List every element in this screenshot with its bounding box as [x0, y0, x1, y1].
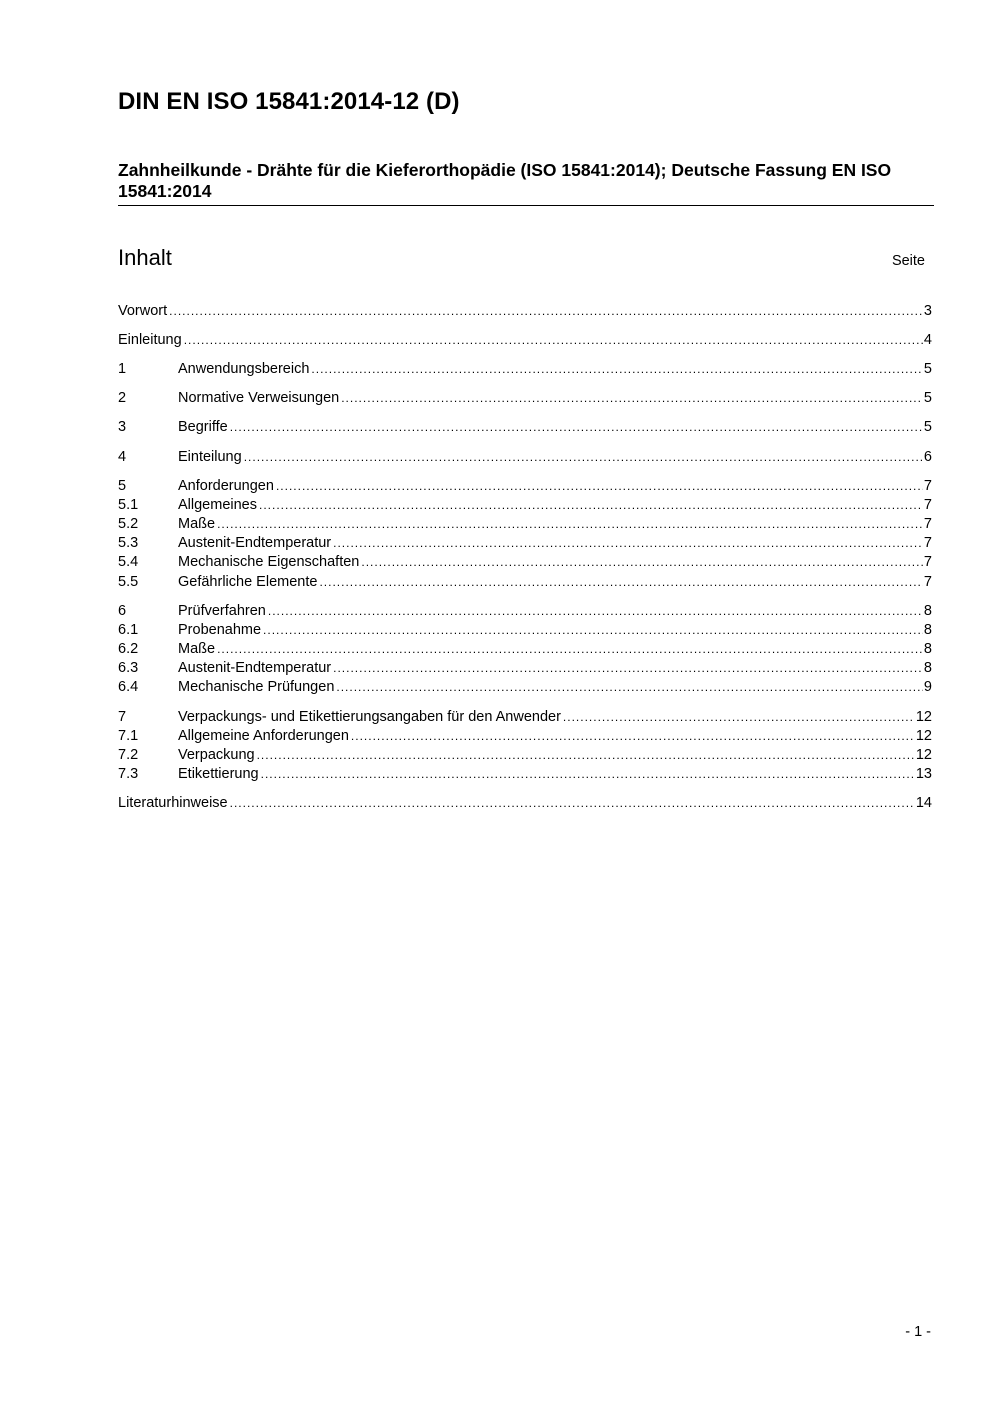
toc-entry-page: 8	[923, 622, 932, 638]
toc-entry-number: 1	[118, 361, 127, 377]
toc-entry-label: Anwendungsbereich	[178, 361, 310, 377]
toc-entry-number: 7.2	[118, 747, 139, 763]
toc-dot-leader	[276, 477, 923, 496]
toc-entry-label: Verpackung	[178, 747, 255, 763]
toc-entry-number: 6.4	[118, 679, 139, 695]
toc-entry-label: Prüfverfahren	[178, 603, 266, 619]
toc-entry-label: Verpackungs- und Etikettierungsangaben für den Anwender	[178, 709, 561, 725]
toc-entry-label: Maße	[178, 516, 216, 532]
toc-entry-page: 8	[923, 603, 932, 619]
toc-entry[interactable]	[118, 640, 932, 659]
toc-entry-page: 3	[923, 303, 932, 319]
toc-entry-label: Einteilung	[178, 449, 242, 465]
toc-entry[interactable]	[118, 515, 932, 534]
toc-entry[interactable]	[118, 573, 932, 592]
toc-entry-number: 4	[118, 449, 127, 465]
toc-dot-leader	[217, 640, 923, 659]
toc-entry-page: 6	[923, 449, 932, 465]
toc-entry-label: Austenit-Endtemperatur	[178, 660, 332, 676]
toc-dot-leader	[333, 534, 923, 553]
toc-entry-label: Mechanische Eigenschaften	[178, 554, 360, 570]
toc-entry[interactable]	[118, 477, 932, 496]
toc-entry[interactable]	[118, 389, 932, 408]
toc-entry-label: Normative Verweisungen	[178, 390, 340, 406]
toc-entry-page: 8	[923, 641, 932, 657]
toc-dot-leader	[263, 621, 923, 640]
toc-dot-leader	[257, 746, 915, 765]
toc-entry-number: 3	[118, 419, 127, 435]
toc-entry-number: 5.4	[118, 554, 139, 570]
toc-dot-leader	[169, 302, 923, 321]
toc-dot-leader	[244, 448, 923, 467]
toc-entry-page: 12	[915, 747, 932, 763]
toc-entry[interactable]	[118, 708, 932, 727]
toc-entry-page: 5	[923, 361, 932, 377]
toc-entry-page: 14	[915, 795, 932, 811]
toc-entry-label: Mechanische Prüfungen	[178, 679, 335, 695]
toc-entry-label: Etikettierung	[178, 766, 259, 782]
toc-entry-number: 5.3	[118, 535, 139, 551]
toc-entry-number: 7	[118, 709, 127, 725]
toc-entry-number: 2	[118, 390, 127, 406]
toc-dot-leader	[563, 708, 915, 727]
toc-entry-page: 7	[923, 497, 932, 513]
toc-entry-number: 7.3	[118, 766, 139, 782]
toc-entry[interactable]	[118, 331, 932, 350]
toc-dot-leader	[351, 727, 915, 746]
toc-entry[interactable]	[118, 602, 932, 621]
toc-entry-label: Allgemeine Anforderungen	[178, 728, 349, 744]
page-number: - 1 -	[905, 1324, 931, 1340]
toc-entry-page: 9	[923, 679, 932, 695]
toc-entry[interactable]	[118, 621, 932, 640]
toc-entry-label: Probenahme	[178, 622, 262, 638]
toc-entry-label: Literaturhinweise	[118, 795, 228, 811]
toc-entry-page: 13	[915, 766, 932, 782]
toc-entry[interactable]	[118, 534, 932, 553]
toc-entry-page: 7	[923, 574, 932, 590]
toc-entry-page: 5	[923, 390, 932, 406]
toc-entry-page: 12	[915, 709, 932, 725]
toc-entry-number: 5.1	[118, 497, 139, 513]
toc-entry[interactable]	[118, 765, 932, 784]
toc-entry[interactable]	[118, 302, 932, 321]
toc-entry-number: 5	[118, 478, 127, 494]
toc-dot-leader	[261, 765, 915, 784]
toc-entry[interactable]	[118, 678, 932, 697]
toc-entry[interactable]	[118, 418, 932, 437]
toc-entry-page: 4	[923, 332, 932, 348]
toc-entry-label: Einleitung	[118, 332, 182, 348]
toc-dot-leader	[336, 678, 923, 697]
toc-entry-label: Gefährliche Elemente	[178, 574, 318, 590]
toc-entry-label: Allgemeines	[178, 497, 257, 513]
toc-dot-leader	[217, 515, 923, 534]
toc-entry[interactable]	[118, 448, 932, 467]
toc-dot-leader	[361, 553, 923, 572]
toc-entry-label: Austenit-Endtemperatur	[178, 535, 332, 551]
toc-entry-page: 7	[923, 516, 932, 532]
toc-entry-page: 7	[923, 478, 932, 494]
toc-dot-leader	[319, 573, 922, 592]
toc-entry-label: Begriffe	[178, 419, 228, 435]
toc-entry-number: 6.3	[118, 660, 139, 676]
toc-entry[interactable]	[118, 746, 932, 765]
toc-page-column-label: Seite	[891, 253, 925, 269]
toc-dot-leader	[259, 496, 923, 515]
toc-dot-leader	[230, 794, 915, 813]
toc-entry-label: Maße	[178, 641, 216, 657]
document-title: Zahnheilkunde - Drähte für die Kieferorthopädie (ISO 15841:2014); Deutsche Fassung EN ISO 15841:2014	[118, 160, 892, 201]
toc-entry[interactable]	[118, 360, 932, 379]
toc-entry[interactable]	[118, 794, 932, 813]
toc-entry-label: Anforderungen	[178, 478, 274, 494]
toc-entry-number: 5.5	[118, 574, 139, 590]
toc-entry-page: 12	[915, 728, 932, 744]
toc-dot-leader	[341, 389, 923, 408]
toc-entry-page: 7	[923, 554, 932, 570]
toc-entry[interactable]	[118, 496, 932, 515]
toc-entry[interactable]	[118, 727, 932, 746]
toc-heading: Inhalt	[118, 245, 172, 270]
title-rule	[118, 205, 934, 206]
toc-entry-page: 8	[923, 660, 932, 676]
toc-entry-number: 5.2	[118, 516, 139, 532]
toc-entry-page: 5	[923, 419, 932, 435]
document-id: DIN EN ISO 15841:2014-12 (D)	[118, 88, 460, 115]
toc-entry-number: 6.2	[118, 641, 139, 657]
toc-dot-leader	[230, 418, 923, 437]
toc-dot-leader	[311, 360, 923, 379]
toc-dot-leader	[268, 602, 923, 621]
toc-dot-leader	[184, 331, 923, 350]
toc-entry-page: 7	[923, 535, 932, 551]
toc-entry-number: 6	[118, 603, 127, 619]
toc-entry-label: Vorwort	[118, 303, 168, 319]
toc-entry-number: 6.1	[118, 622, 139, 638]
toc-dot-leader	[333, 659, 923, 678]
toc-entry[interactable]	[118, 553, 932, 572]
toc-entry[interactable]	[118, 659, 932, 678]
toc-entry-number: 7.1	[118, 728, 139, 744]
